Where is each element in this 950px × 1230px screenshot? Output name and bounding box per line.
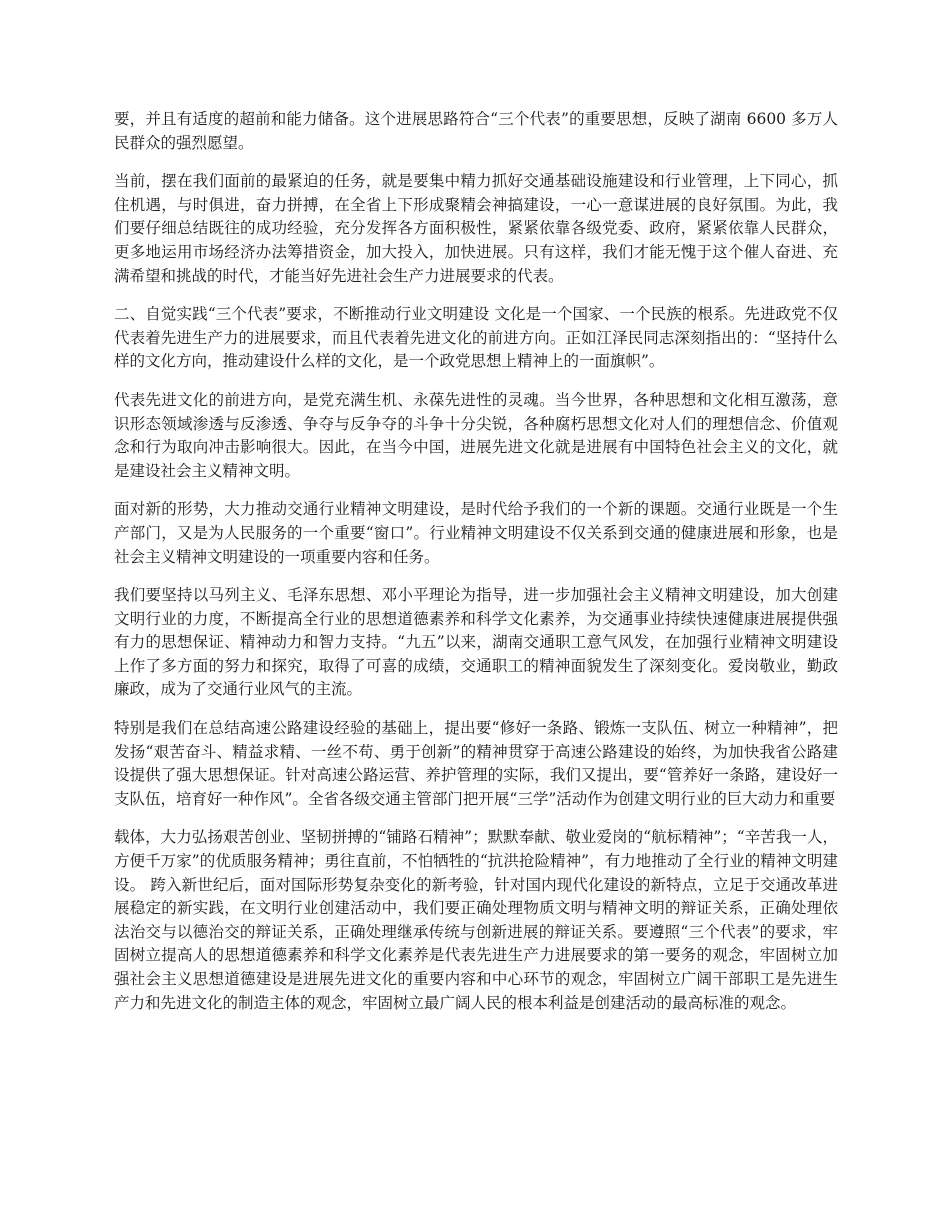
paragraph: 面对新的形势，大力推动交通行业精神文明建设，是时代给予我们的一个新的课题。交通行业既是一个生产部门，又是为人民服务的一个重要“窗口”。行业精神文明建设不仅关系到交通的健康进展和形象，也是社会主义精神文明建设的一项重要内容和任务。 [114, 500, 838, 566]
paragraph: 代表先进文化的前进方向，是党充满生机、永葆先进性的灵魂。当今世界，各种思想和文化相互激荡，意识形态领域渗透与反渗透、争夺与反争夺的斗争十分尖锐，各种腐朽思想文化对人们的理想信念、价值观念和行为取向冲击影响很大。因此，在当今中国，进展先进文化就是进展有中国特色社会主义的文化，就是建设社会主义精神文明。 [114, 390, 838, 480]
paragraph: 要，并且有适度的超前和能力储备。这个进展思路符合“三个代表”的重要思想，反映了湖南 6600 多万人民群众的强烈愿望。 [114, 110, 838, 152]
document-body [114, 108, 838, 1030]
paragraph: 二、自觉实践“三个代表”要求，不断推动行业文明建设 文化是一个国家、一个民族的根系。先进政党不仅代表着先进生产力的进展要求，而且代表着先进文化的前进方向。正如江泽民同志深刻指出的：“坚持什么样的文化方向，推动建设什么样的文化，是一个政党思想上精神上的一面旗帜”。 [114, 305, 838, 371]
paragraph: 载体，大力弘扬艰苦创业、坚韧拼搏的“铺路石精神”；默默奉献、敬业爱岗的“航标精神”；“辛苦我一人，方便千万家”的优质服务精神；勇往直前，不怕牺牲的“抗洪抢险精神”，有力地推动了全行业的精神文明建设。 跨入新世纪后，面对国际形势复杂变化的新考验，针对国内现代化建设的新特点，立足于交通改革进展稳定的新实践，在文明行业创建活动中，我们要正确处理物质文明与精神文明的辩证关系，正确处理依法治交与以德治交的辩证关系，正确处理继承传统与创新进展的辩证关系。要遵照“三个代表”的要求，牢固树立提高人的思想道德素养和科学文化素养是代表先进生产力进展要求的第一要务的观念，牢固树立加强社会主义思想道德建设是进展先进文化的重要内容和中心环节的观念，牢固树立广阔干部职工是先进生产力和先进文化的制造主体的观念，牢固树立最广阔人民的根本利益是创建活动的最高标准的观念。 [114, 828, 838, 1012]
paragraph: 当前，摆在我们面前的最紧迫的任务，就是要集中精力抓好交通基础设施建设和行业管理，上下同心，抓住机遇，与时俱进，奋力拼搏，在全省上下形成聚精会神搞建设，一心一意谋进展的良好氛围。为此，我们要仔细总结既往的成功经验，充分发挥各方面积极性，紧紧依靠各级党委、政府，紧紧依靠人民群众，更多地运用市场经济办法筹措资金，加大投入，加快进展。只有这样，我们才能无愧于这个催人奋进、充满希望和挑战的时代，才能当好先进社会生产力进展要求的代表。 [114, 172, 838, 285]
paragraph: 我们要坚持以马列主义、毛泽东思想、邓小平理论为指导，进一步加强社会主义精神文明建设，加大创建文明行业的力度，不断提高全行业的思想道德素养和科学文化素养，为交通事业持续快速健康进展提供强有力的思想保证、精神动力和智力支持。“九五”以来，湖南交通职工意气风发，在加强行业精神文明建设上作了多方面的努力和探究，取得了可喜的成绩，交通职工的精神面貌发生了深刻变化。爱岗敬业，勤政廉政，成为了交通行业风气的主流。 [114, 586, 838, 699]
paragraph: 特别是我们在总结高速公路建设经验的基础上，提出要“修好一条路、锻炼一支队伍、树立一种精神”，把发扬“艰苦奋斗、精益求精、一丝不苟、勇于创新”的精神贯穿于高速公路建设的始终，为加快我省公路建设提供了强大思想保证。针对高速公路运营、养护管理的实际，我们又提出，要“管养好一条路，建设好一支队伍，培育好一种作风”。全省各级交通主管部门把开展“三学”活动作为创建文明行业的巨大动力和重要 [114, 719, 838, 808]
